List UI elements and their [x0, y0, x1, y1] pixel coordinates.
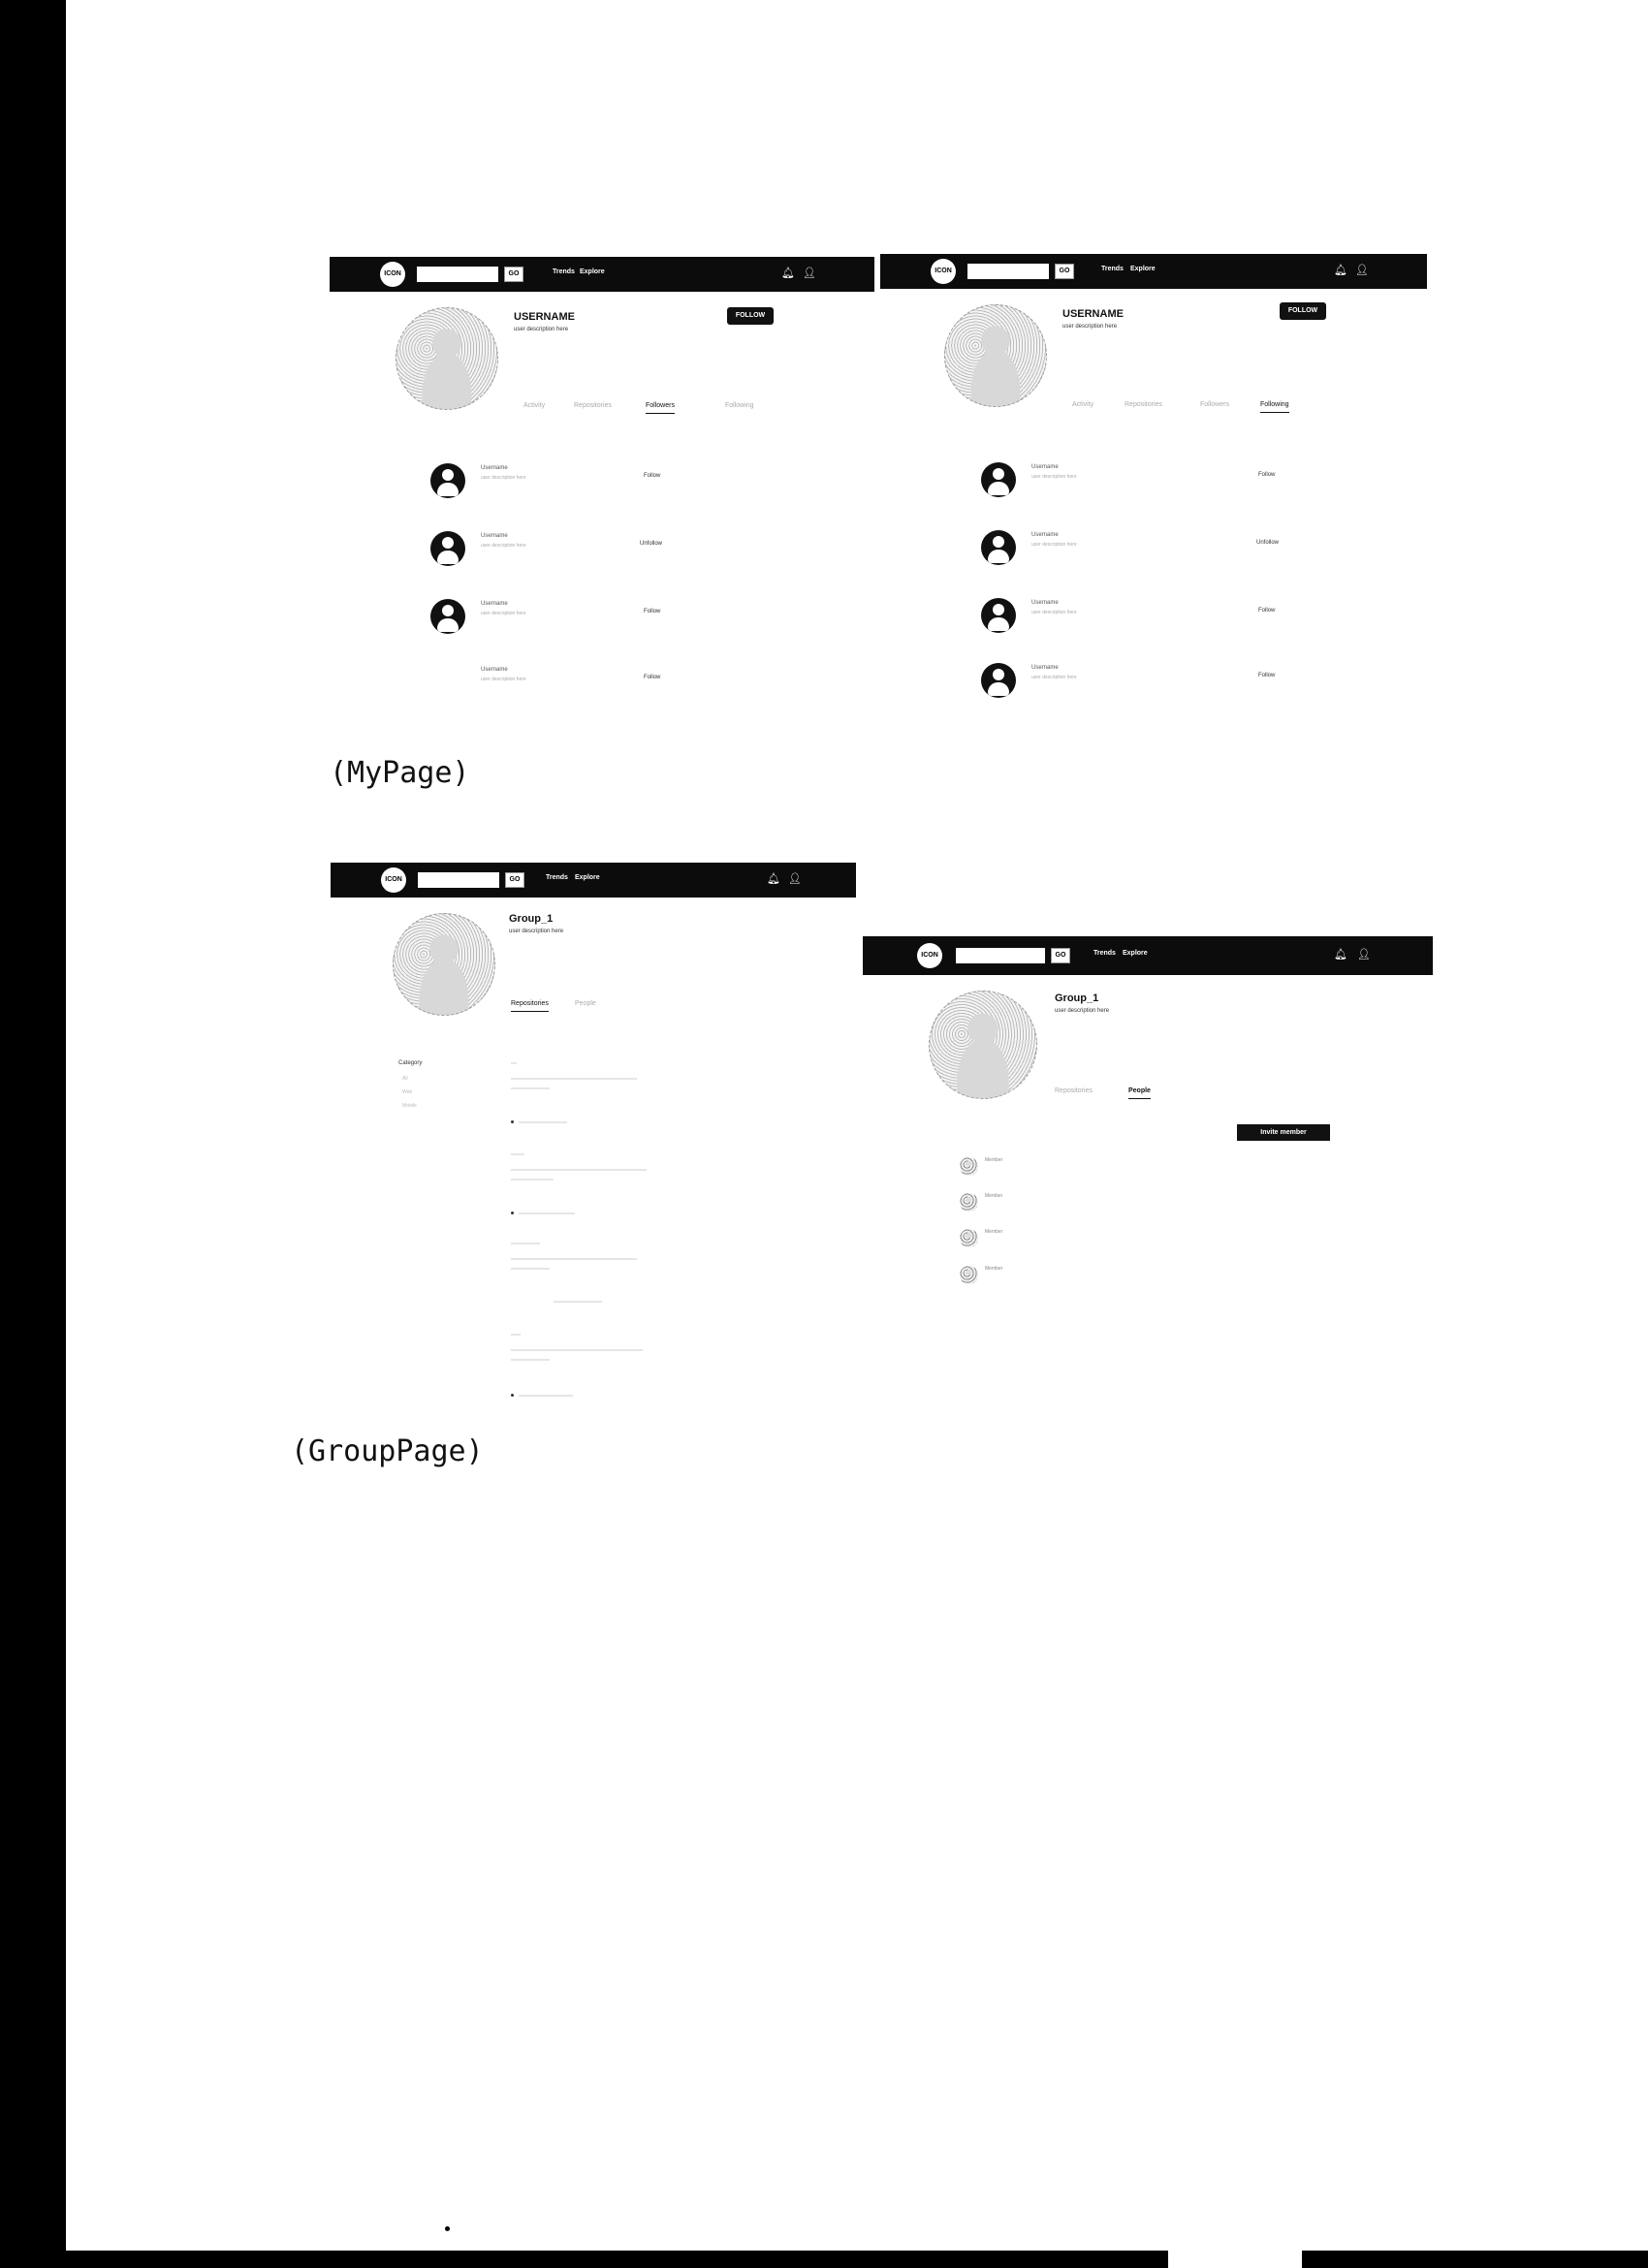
list-item	[981, 663, 1388, 702]
go-button[interactable]: GO	[504, 267, 523, 282]
bell-icon[interactable]: 🔔︎	[767, 873, 780, 885]
tab-following[interactable]: Following	[725, 402, 754, 409]
tab-people[interactable]: People	[1128, 1087, 1151, 1099]
bell-icon[interactable]: 🔔︎	[781, 268, 795, 279]
navbar	[863, 936, 1433, 975]
row-username[interactable]: Username	[1031, 665, 1059, 671]
member-avatar[interactable]	[960, 1229, 978, 1247]
go-button[interactable]: GO	[505, 872, 524, 888]
logo-icon[interactable]: ICON	[917, 943, 942, 968]
row-unfollow-button[interactable]: Unfollow	[1256, 540, 1280, 546]
repo-description	[511, 1349, 643, 1351]
row-description: user description here	[481, 475, 526, 481]
category-item[interactable]: Mobile	[402, 1103, 417, 1109]
caption-mypage: (MyPage)	[330, 756, 470, 790]
language-dot-icon	[511, 1120, 514, 1123]
nav-link-trends[interactable]: Trends	[546, 874, 568, 881]
user-avatar[interactable]	[981, 462, 1016, 497]
logo-icon[interactable]: ICON	[931, 259, 956, 284]
group-description: user description here	[1055, 1008, 1110, 1014]
repo-meta	[519, 1395, 573, 1397]
repo-description	[511, 1078, 637, 1080]
list-item	[430, 463, 838, 502]
search-input[interactable]	[967, 264, 1049, 279]
navbar	[331, 863, 856, 898]
row-description: user description here	[1031, 675, 1077, 680]
row-description: user description here	[481, 677, 526, 682]
search-input[interactable]	[417, 267, 498, 282]
profile-username: USERNAME	[514, 311, 575, 323]
tab-repositories[interactable]: Repositories	[574, 402, 612, 409]
navbar	[330, 257, 874, 292]
list-item	[981, 462, 1388, 501]
search-input[interactable]	[956, 948, 1045, 963]
category-title: Category	[398, 1060, 423, 1066]
row-follow-button[interactable]: Follow	[1258, 608, 1276, 614]
repo-description	[511, 1359, 550, 1361]
follow-button[interactable]: FOLLOW	[1280, 302, 1326, 320]
bell-icon[interactable]: 🔔︎	[1334, 949, 1347, 961]
row-follow-button[interactable]: Follow	[644, 473, 661, 479]
row-description: user description here	[1031, 542, 1077, 548]
list-item	[981, 598, 1388, 637]
mypage-following-mockup	[880, 254, 1427, 711]
row-username[interactable]: Username	[481, 533, 508, 539]
row-description: user description here	[481, 611, 526, 616]
navbar	[880, 254, 1427, 289]
go-button[interactable]: GO	[1055, 264, 1074, 279]
repo-description	[511, 1087, 550, 1089]
list-item	[981, 530, 1388, 569]
nav-link-trends[interactable]: Trends	[1093, 950, 1116, 957]
row-follow-button[interactable]: Follow	[1258, 673, 1276, 678]
user-avatar[interactable]	[430, 599, 465, 634]
group-avatar	[393, 913, 495, 1016]
profile-description: user description here	[1062, 324, 1118, 330]
member-name[interactable]: Member	[985, 1157, 1003, 1163]
user-icon[interactable]: 👤︎	[788, 873, 802, 885]
user-icon[interactable]: 👤︎	[1355, 265, 1369, 276]
search-input[interactable]	[418, 872, 499, 888]
follow-button[interactable]: FOLLOW	[727, 307, 774, 325]
row-username[interactable]: Username	[481, 601, 508, 607]
row-username[interactable]: Username	[1031, 600, 1059, 606]
tab-activity[interactable]: Activity	[1072, 401, 1094, 408]
row-unfollow-button[interactable]: Unfollow	[640, 541, 663, 547]
user-avatar[interactable]	[430, 665, 465, 700]
category-item[interactable]: Web	[402, 1089, 413, 1095]
mypage-followers-mockup	[330, 257, 874, 712]
repo-title	[511, 1062, 517, 1064]
row-follow-button[interactable]: Follow	[644, 675, 661, 680]
row-username[interactable]: Username	[481, 465, 508, 471]
row-username[interactable]: Username	[1031, 532, 1059, 538]
tab-followers[interactable]: Followers	[1200, 401, 1229, 408]
list-item	[430, 599, 838, 638]
tab-repositories[interactable]: Repositories	[1055, 1087, 1093, 1094]
user-avatar[interactable]	[981, 663, 1016, 698]
member-name[interactable]: Member	[985, 1266, 1003, 1272]
user-icon[interactable]: 👤︎	[1357, 949, 1371, 961]
bell-icon[interactable]: 🔔︎	[1334, 265, 1347, 276]
nav-link-explore[interactable]: Explore	[575, 874, 600, 881]
grouppage-people-mockup	[863, 936, 1433, 1305]
nav-link-explore[interactable]: Explore	[580, 268, 605, 275]
nav-link-trends[interactable]: Trends	[1101, 266, 1124, 272]
scan-edge-bottom-right	[1302, 2251, 1648, 2268]
row-follow-button[interactable]: Follow	[644, 609, 661, 614]
repo-description	[511, 1179, 554, 1181]
user-avatar[interactable]	[430, 531, 465, 566]
caption-grouppage: (GroupPage)	[291, 1434, 484, 1468]
member-avatar[interactable]	[960, 1266, 978, 1284]
repo-title	[511, 1243, 540, 1244]
nav-link-explore[interactable]: Explore	[1123, 950, 1148, 957]
group-name: Group_1	[509, 913, 554, 925]
repo-meta	[554, 1301, 602, 1303]
group-avatar	[929, 991, 1037, 1099]
row-username[interactable]: Username	[481, 667, 508, 673]
tab-repositories[interactable]: Repositories	[1125, 401, 1162, 408]
nav-link-explore[interactable]: Explore	[1130, 266, 1156, 272]
tab-following[interactable]: Following	[1260, 401, 1289, 413]
user-avatar[interactable]	[981, 598, 1016, 633]
user-icon[interactable]: 👤︎	[803, 268, 816, 279]
repo-meta	[519, 1213, 575, 1214]
row-follow-button[interactable]: Follow	[1258, 472, 1276, 478]
scan-edge-left	[0, 0, 66, 2268]
user-avatar[interactable]	[430, 463, 465, 498]
logo-icon[interactable]: ICON	[381, 867, 406, 893]
profile-avatar	[944, 304, 1047, 407]
tab-followers[interactable]: Followers	[646, 402, 675, 414]
row-description: user description here	[1031, 474, 1077, 480]
repo-description	[511, 1169, 647, 1171]
language-dot-icon	[511, 1394, 514, 1397]
member-avatar[interactable]	[960, 1157, 978, 1176]
user-avatar[interactable]	[981, 530, 1016, 565]
scan-dot	[445, 2226, 450, 2231]
member-name[interactable]: Member	[985, 1229, 1003, 1235]
row-description: user description here	[481, 543, 526, 549]
list-item	[430, 531, 838, 570]
category-item[interactable]: All	[402, 1076, 408, 1082]
repo-title	[511, 1334, 521, 1336]
profile-description: user description here	[514, 327, 569, 332]
logo-icon[interactable]: ICON	[380, 262, 405, 287]
list-item	[430, 665, 838, 704]
tab-people[interactable]: People	[575, 1000, 596, 1007]
language-dot-icon	[511, 1212, 514, 1214]
member-name[interactable]: Member	[985, 1193, 1003, 1199]
go-button[interactable]: GO	[1051, 948, 1070, 963]
row-description: user description here	[1031, 610, 1077, 615]
member-avatar[interactable]	[960, 1193, 978, 1212]
tab-activity[interactable]: Activity	[523, 402, 546, 409]
scan-edge-bottom	[66, 2251, 1168, 2268]
nav-link-trends[interactable]: Trends	[553, 268, 575, 275]
tab-repositories[interactable]: Repositories	[511, 1000, 549, 1012]
repo-title	[511, 1153, 524, 1155]
row-username[interactable]: Username	[1031, 464, 1059, 470]
repo-description	[511, 1268, 550, 1270]
repo-meta	[519, 1121, 567, 1123]
group-name: Group_1	[1055, 992, 1099, 1004]
repo-description	[511, 1258, 637, 1260]
profile-username: USERNAME	[1062, 308, 1124, 320]
invite-member-button[interactable]: Invite member	[1237, 1124, 1330, 1141]
grouppage-repositories-mockup	[331, 863, 856, 1405]
profile-avatar	[396, 307, 498, 410]
group-description: user description here	[509, 929, 564, 934]
